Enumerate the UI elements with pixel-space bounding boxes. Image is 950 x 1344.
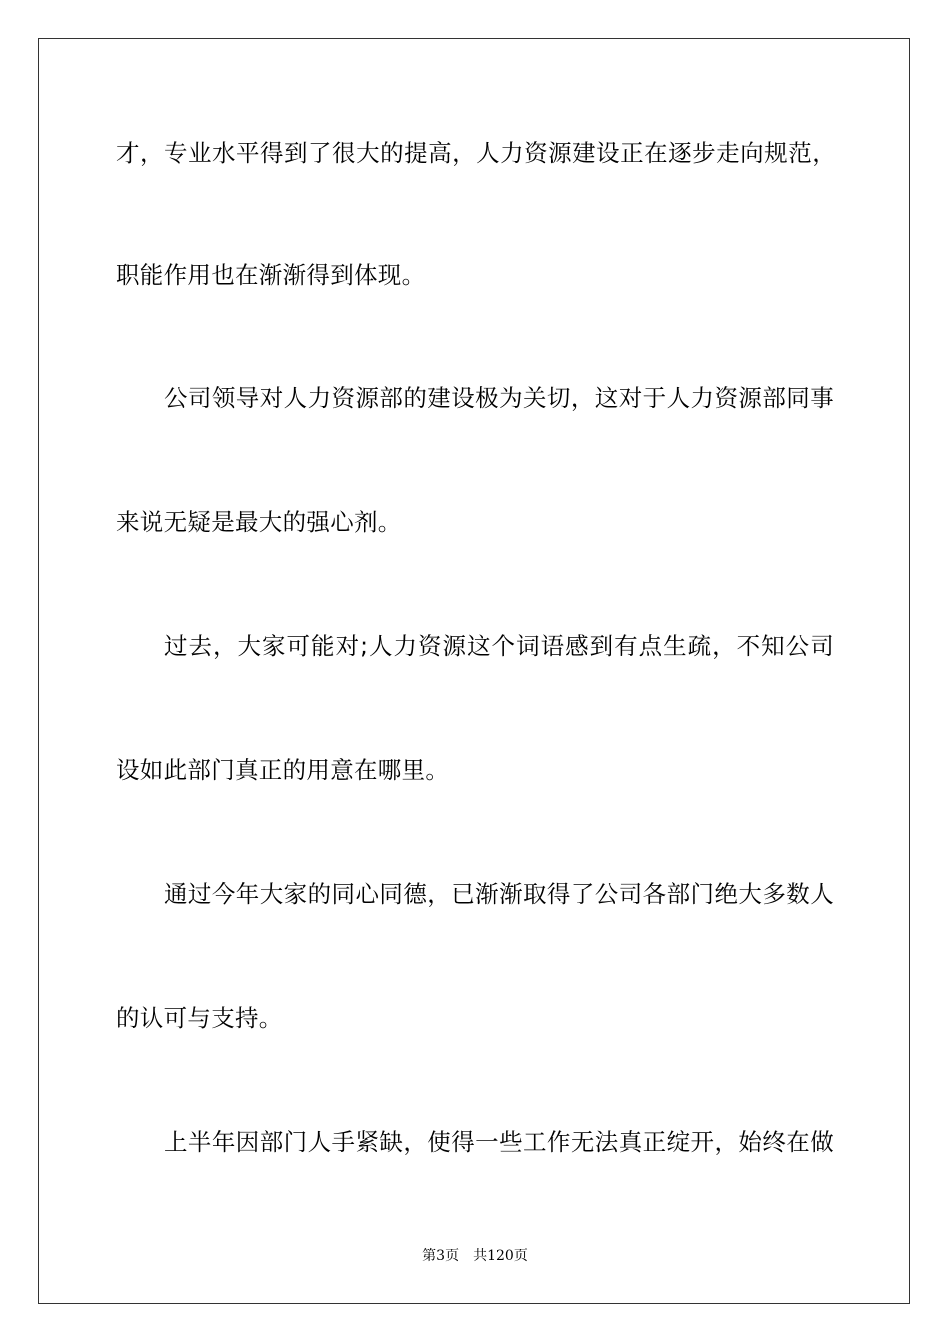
page-footer <box>0 1247 950 1265</box>
paragraph-first-line: 过去，大家可能对;人力资源这个词语感到有点生疏，不知公司 <box>164 632 834 660</box>
body-text-line: 设如此部门真正的用意在哪里。 <box>116 756 450 784</box>
body-text-line: 来说无疑是最大的强心剂。 <box>116 508 402 536</box>
paragraph-first-line: 公司领导对人力资源部的建设极为关切，这对于人力资源部同事 <box>164 384 834 412</box>
page-total: 共120页 <box>473 1248 528 1264</box>
paragraph-first-line: 上半年因部门人手紧缺，使得一些工作无法真正绽开，始终在做 <box>164 1128 834 1156</box>
body-text-line: 才，专业水平得到了很大的提高，人力资源建设正在逐步走向规范， <box>116 139 836 167</box>
body-text-line: 职能作用也在渐渐得到体现。 <box>116 261 426 289</box>
page-border <box>38 38 910 1304</box>
body-text-line: 的认可与支持。 <box>116 1004 283 1032</box>
paragraph-first-line: 通过今年大家的同心同德，已渐渐取得了公司各部门绝大多数人 <box>164 880 834 908</box>
page-number: 第3页 <box>422 1248 460 1264</box>
